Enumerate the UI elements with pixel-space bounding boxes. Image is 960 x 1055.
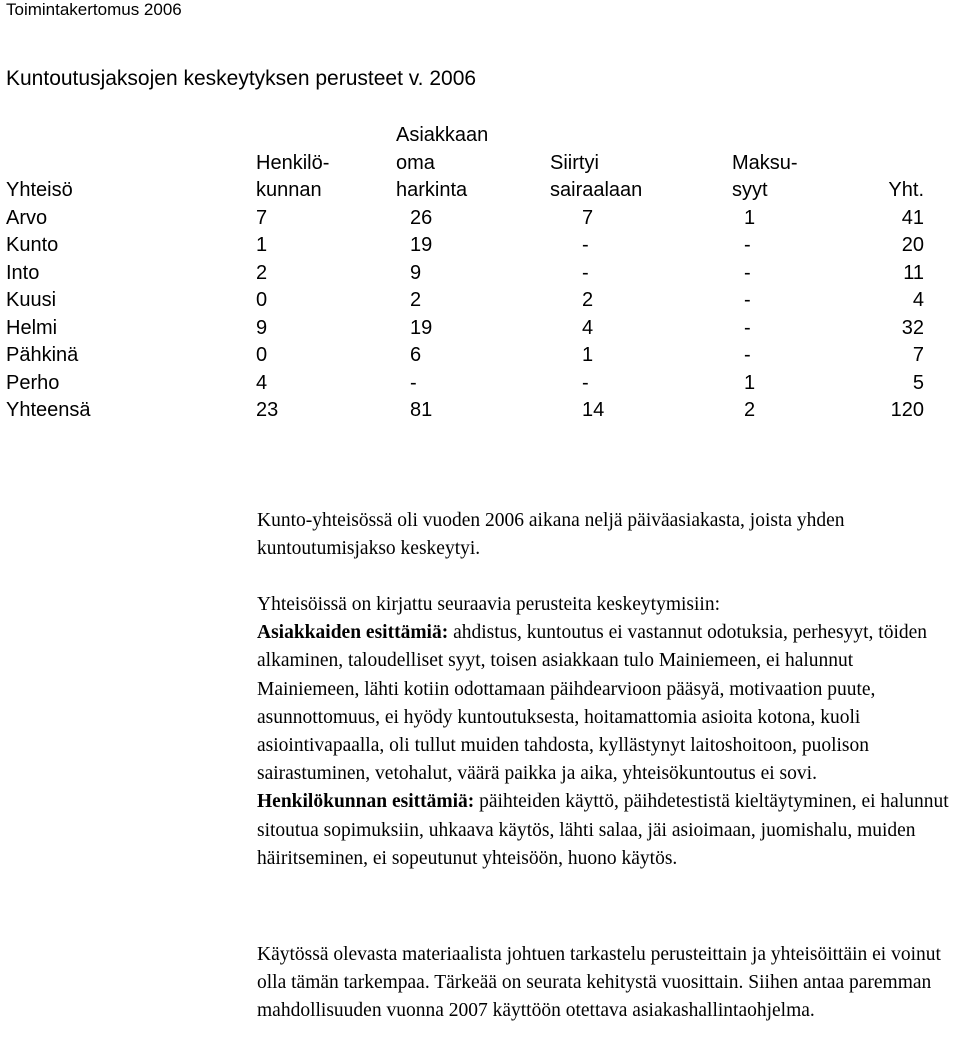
table-row bbox=[6, 260, 924, 288]
header-cell: Maksu- bbox=[732, 151, 798, 174]
paragraph-intro: Yhteisöissä on kirjattu seuraavia perusteita keskeytymisiin: bbox=[257, 594, 721, 615]
value-cell: - bbox=[744, 344, 751, 366]
header-cell bbox=[844, 150, 924, 178]
client-reasons-text: ahdistus, kuntoutus ei vastannut odotuksia, perhesyyt, töiden alkaminen, taloudelliset syyt, toisen asiakkaan tulo Mainiemeen, ei halunnut Mainiemeen, lähti kotiin odottamaan päihdearvioon pääsyä, motivaation puute, asunnottomuus, ei hyödy kuntoutuksesta, hoitamattomia asioita kotona, kuoli asiointivapaalla, oli tullut muiden tahdosta, kyllästynyt laitoshoitoon, puolison sairastuminen, vetohalut, väärä paikka ja aika, yhteisökuntoutus ei sovi. bbox=[257, 622, 928, 785]
value-cell: 14 bbox=[582, 399, 605, 421]
table-row bbox=[6, 342, 924, 370]
table-total-row bbox=[6, 397, 924, 425]
value-cell: 9 bbox=[410, 261, 422, 284]
value-cell: 4 bbox=[582, 316, 594, 339]
header-cell: Yht. bbox=[888, 179, 924, 201]
value-cell: 20 bbox=[901, 234, 924, 256]
row-label-cell: Kuusi bbox=[6, 289, 57, 311]
value-cell: 19 bbox=[410, 316, 433, 339]
header-cell: kunnan bbox=[256, 179, 322, 201]
value-cell: 81 bbox=[410, 399, 433, 421]
value-cell: 120 bbox=[890, 399, 924, 421]
staff-reasons-text: päihteiden käyttö, päihdetestistä kieltäytyminen, ei halunnut sitoutua sopimuksiin, uhkaava käytös, lähti salaa, jäi asioimaan, juomishalu, muiden häiritseminen, ei sopeutunut yhteisöön, huono käytös. bbox=[257, 791, 949, 869]
value-cell: 2 bbox=[256, 261, 268, 284]
client-reasons-label: Asiakkaiden esittämiä: bbox=[257, 622, 449, 644]
table-row bbox=[6, 315, 924, 343]
row-label-cell: Arvo bbox=[6, 206, 48, 229]
value-cell: 9 bbox=[256, 316, 268, 339]
value-cell: 2 bbox=[582, 289, 594, 311]
value-cell: - bbox=[744, 289, 751, 311]
header-cell: oma bbox=[396, 151, 435, 174]
value-cell: 1 bbox=[582, 344, 594, 366]
row-label-cell: Helmi bbox=[6, 316, 58, 339]
value-cell: 19 bbox=[410, 234, 433, 256]
table-row bbox=[6, 232, 924, 260]
header-cell: syyt bbox=[732, 179, 768, 201]
client-reasons bbox=[257, 619, 957, 788]
value-cell: - bbox=[744, 316, 751, 339]
value-cell: - bbox=[582, 234, 589, 256]
header-cell: harkinta bbox=[396, 179, 468, 201]
section-title: Kuntoutusjaksojen keskeytyksen perusteet v. 2006 bbox=[6, 67, 477, 90]
table-row bbox=[6, 370, 924, 398]
value-cell: 32 bbox=[901, 316, 924, 339]
value-cell: 1 bbox=[256, 234, 268, 256]
row-label-cell: Pähkinä bbox=[6, 344, 79, 366]
value-cell: 2 bbox=[744, 399, 756, 421]
header-cell bbox=[844, 122, 924, 150]
header-cell: Siirtyi bbox=[550, 151, 599, 174]
table-header-row bbox=[6, 150, 924, 178]
row-label-cell: Yhteensä bbox=[6, 399, 91, 421]
header-cell: Yhteisö bbox=[6, 179, 73, 201]
value-cell: 5 bbox=[912, 371, 924, 394]
header-cell bbox=[6, 122, 256, 150]
value-cell: 11 bbox=[903, 261, 924, 284]
table-header-row bbox=[6, 177, 924, 205]
value-cell: 0 bbox=[256, 289, 268, 311]
header-cell: sairaalaan bbox=[550, 179, 643, 201]
value-cell: 41 bbox=[901, 206, 924, 229]
header-cell: Henkilö- bbox=[256, 151, 330, 174]
value-cell: 4 bbox=[256, 371, 268, 394]
interruption-table bbox=[6, 122, 924, 425]
row-label-cell: Kunto bbox=[6, 234, 59, 256]
table-header bbox=[6, 122, 924, 205]
value-cell: - bbox=[582, 261, 589, 284]
header-cell bbox=[6, 150, 256, 178]
header-cell bbox=[550, 122, 732, 150]
paragraph-reasons bbox=[257, 591, 957, 873]
paragraph-day-clients bbox=[257, 507, 957, 563]
table-row bbox=[6, 287, 924, 315]
staff-reasons-label: Henkilökunnan esittämiä: bbox=[257, 791, 475, 813]
header-cell: Asiakkaan bbox=[396, 124, 489, 146]
staff-reasons bbox=[257, 788, 957, 873]
value-cell: 7 bbox=[256, 206, 268, 229]
value-cell: 6 bbox=[410, 344, 422, 366]
value-cell: - bbox=[744, 261, 751, 284]
table-header-row bbox=[6, 122, 924, 150]
document-header: Toimintakertomus 2006 bbox=[6, 0, 182, 19]
value-cell: 7 bbox=[912, 344, 924, 366]
paragraph-conclusion bbox=[257, 941, 957, 1026]
paragraph-text: Kunto-yhteisössä oli vuoden 2006 aikana neljä päiväasiakasta, joista yhden kuntoutumisjakso keskeytyi. bbox=[257, 510, 845, 560]
row-label-cell: Perho bbox=[6, 371, 60, 394]
table-row bbox=[6, 205, 924, 233]
row-label-cell: Into bbox=[6, 261, 40, 284]
value-cell: 1 bbox=[744, 206, 756, 229]
value-cell: 1 bbox=[744, 371, 756, 394]
value-cell: - bbox=[744, 234, 751, 256]
header-cell bbox=[256, 122, 396, 150]
value-cell: 23 bbox=[256, 399, 279, 421]
value-cell: - bbox=[582, 371, 589, 394]
value-cell: 7 bbox=[582, 206, 594, 229]
value-cell: - bbox=[410, 371, 417, 394]
value-cell: 26 bbox=[410, 206, 433, 229]
value-cell: 4 bbox=[912, 289, 924, 311]
table-body bbox=[6, 205, 924, 425]
value-cell: 2 bbox=[410, 289, 422, 311]
value-cell: 0 bbox=[256, 344, 268, 366]
header-cell bbox=[732, 122, 844, 150]
paragraph-text: Käytössä olevasta materiaalista johtuen tarkastelu perusteittain ja yhteisöittäin ei voinut olla tämän tarkempaa. Tärkeää on seurata kehitystä vuosittain. Siihen antaa paremman mahdollisuuden vuonna 2007 käyttöön otettava asiakashallintaohjelma. bbox=[257, 944, 941, 1022]
